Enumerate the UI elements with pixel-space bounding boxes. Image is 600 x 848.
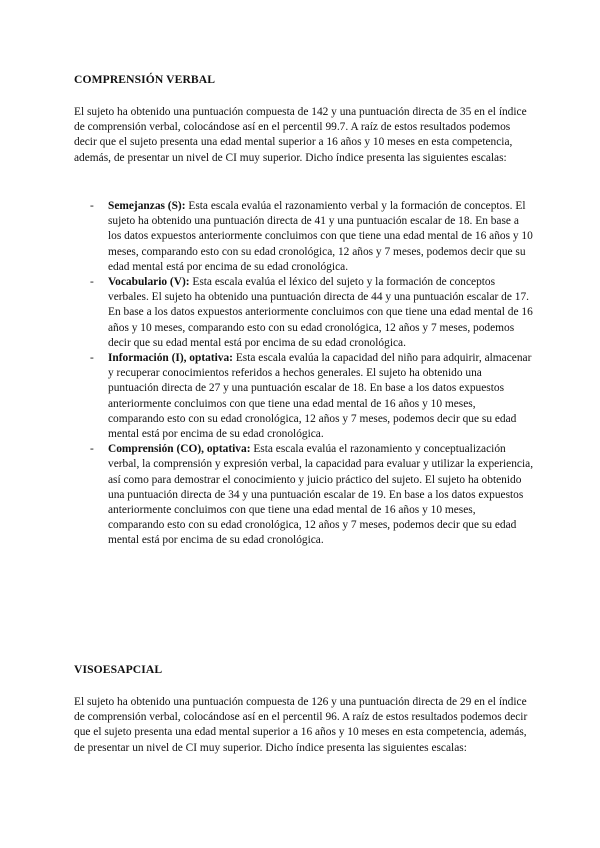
scale-term: Semejanzas (S):: [108, 200, 186, 212]
list-item-vocabulario: [90, 275, 534, 351]
scales-list-comprension-verbal: [90, 199, 534, 549]
scale-description: Esta escala evalúa el razonamiento verbal y la formación de conceptos. El sujeto ha obtenido una puntuación directa de 41 y una puntuación escalar de 18. En base a los datos expuestos anteriormente concluimos con que tiene una edad mental de 16 años y 10 meses, comparando esto con su edad cronológica, 12 años y 7 meses, podemos decir que su edad mental está por encima de su edad cronológica.: [108, 200, 533, 273]
section-intro-comprension-verbal: El sujeto ha obtenido una puntuación compuesta de 142 y una puntuación directa de 35 en el índice de comprensión verbal, colocándose así en el percentil 99.7. A raíz de estos resultados podemos decir que el sujeto presenta una edad mental superior a 16 años y 10 meses en esta competencia, además, de presentar un nivel de CI muy superior. Dicho índice presenta las siguientes escalas:: [74, 106, 527, 164]
scale-term: Vocabulario (V):: [108, 276, 190, 289]
scale-description: Esta escala evalúa el razonamiento y conceptualización verbal, la comprensión y expresión verbal, la capacidad para evaluar y utilizar la experiencia, así como para demostrar el conocimiento y juicio práctico del sujeto. El sujeto ha obtenido una puntuación directa de 34 y una puntuación escalar de 19. En base a los datos expuestos anteriormente concluimos con que tiene una edad mental de 16 años y 10 meses, comparando esto con su edad cronológica, 12 años y 7 meses, podemos decir que su edad mental está por encima de su edad cronológica.: [108, 443, 534, 547]
list-bullet: -: [90, 443, 94, 456]
list-item-semejanzas: [90, 199, 534, 275]
section-intro-visoespacial: El sujeto ha obtenido una puntuación compuesta de 126 y una puntuación directa de 29 en el índice de comprensión verbal, colocándose así en el percentil 96. A raíz de estos resultados podemos decir que el sujeto presenta una edad mental superior a 16 años y 10 meses en esta competencia, además, de presentar un nivel de CI muy superior. Dicho índice presenta las siguientes escalas:: [74, 696, 528, 754]
list-bullet: -: [90, 352, 94, 365]
scale-description: Esta escala evalúa la capacidad del niño para adquirir, almacenar y recuperar conocimientos referidos a hechos generales. El sujeto ha obtenido una puntuación directa de 27 y una puntuación escalar de 18. En base a los datos expuestos anteriormente concluimos con que tiene una edad mental de 16 años y 10 meses, comparando esto con su edad cronológica, 12 años y 7 meses, podemos decir que su edad mental está por encima de su edad cronológica.: [108, 352, 532, 441]
list-bullet: -: [90, 276, 94, 289]
scale-term: Comprensión (CO), optativa:: [108, 443, 251, 456]
scale-description: Esta escala evalúa el léxico del sujeto y la formación de conceptos verbales. El sujeto ha obtenido una puntuación directa de 44 y una puntuación escalar de 17. En base a los datos expuestos anteriormente concluimos con que tiene una edad mental de 16 años y 10 meses, comparando esto con su edad cronológica, 12 años y 7 meses, podemos decir que su edad mental está por encima de su edad cronológica.: [108, 276, 533, 349]
scale-term: Información (I), optativa:: [108, 352, 233, 365]
section-heading-visoespacial: VISOESAPCIAL: [74, 663, 163, 676]
list-item-informacion: [90, 351, 534, 442]
section-heading-comprension-verbal: COMPRENSIÓN VERBAL: [74, 73, 216, 86]
list-item-comprension: [90, 442, 534, 548]
list-bullet: -: [90, 200, 94, 212]
